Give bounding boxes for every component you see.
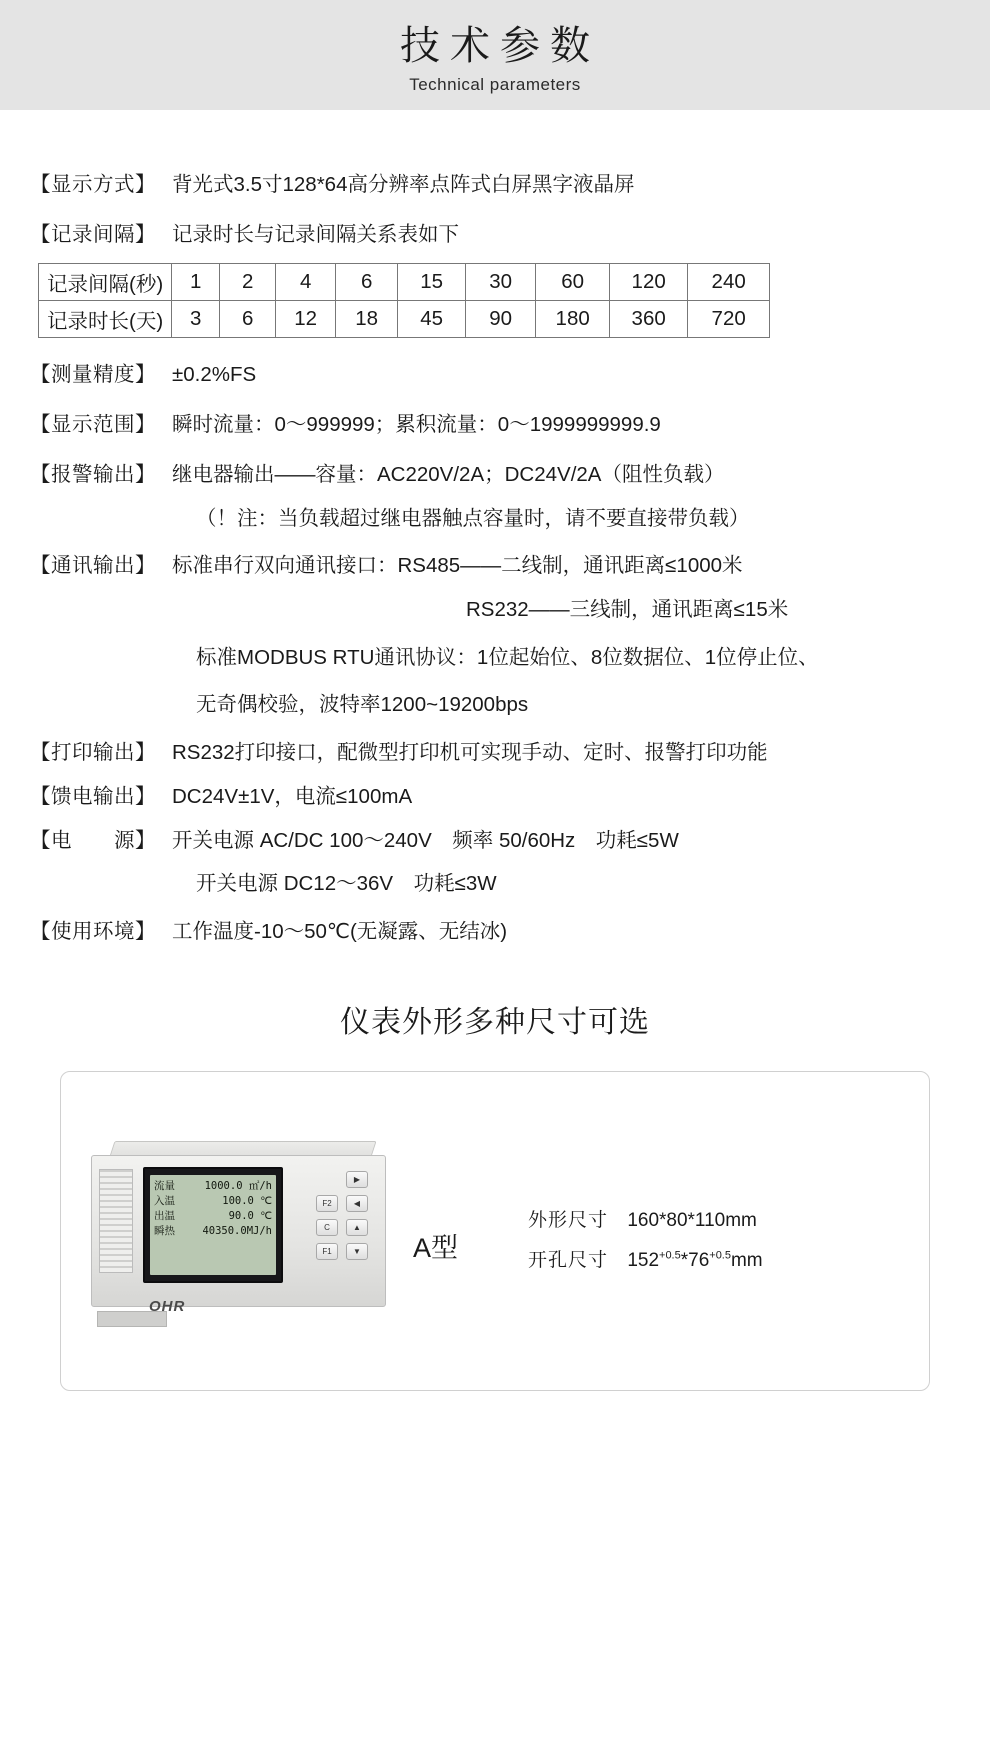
product-type-label: A型 (413, 1233, 459, 1264)
keypad-row (296, 1243, 368, 1260)
dimension-tolerance-2: +0.5 (709, 1249, 731, 1262)
brand-logo: OHR (149, 1297, 186, 1315)
spec-row-accuracy (30, 360, 960, 390)
spec-value: RS232打印接口，配微型打印机可实现手动、定时、报警打印功能 (172, 741, 768, 765)
cell-interval-4: 6 (336, 264, 398, 301)
device-vent-grille (99, 1169, 133, 1273)
spec-label: 【打印输出】 (30, 741, 156, 765)
page-header (0, 0, 990, 110)
lcd-line (154, 1194, 272, 1209)
key-right-icon[interactable]: ▶ (346, 1171, 368, 1188)
spec-value: 背光式3.5寸128*64高分辨率点阵式白屏黑字液晶屏 (172, 173, 635, 196)
keypad-row (296, 1219, 368, 1236)
cell-duration-1: 3 (172, 301, 220, 338)
cell-interval-1: 1 (172, 264, 220, 301)
lcd-line (154, 1179, 272, 1194)
cell-duration-2: 6 (220, 301, 276, 338)
spec-row-environment (30, 917, 960, 947)
key-f1-button[interactable]: F2 (316, 1195, 338, 1212)
page-title: 技术参数 (400, 24, 600, 68)
spec-label: 【显示方式】 (30, 173, 156, 196)
lcd-value: 1000.0 ㎡/h (204, 1179, 272, 1192)
spec-label: 【馈电输出】 (30, 784, 156, 808)
key-c-button[interactable]: F1 (316, 1243, 338, 1260)
row-header-duration: 记录时长(天) (39, 301, 172, 338)
keypad-row (296, 1171, 368, 1188)
spec-label: 【通讯输出】 (30, 554, 156, 578)
page-subtitle: Technical parameters (409, 75, 581, 94)
lcd-display (150, 1175, 276, 1275)
cell-duration-4: 18 (336, 301, 398, 338)
spec-value: 记录时长与记录间隔关系表如下 (172, 222, 459, 246)
comm-line-rs232: RS232——三线制，通讯距离≤15米 (466, 598, 789, 622)
cell-duration-9: 720 (688, 301, 770, 338)
alarm-note: （！注：当负载超过继电器触点容量时，请不要直接带负载） (196, 506, 750, 530)
cell-duration-7: 180 (536, 301, 610, 338)
spec-label: 【报警输出】 (30, 462, 156, 486)
key-left-icon[interactable]: ◀ (346, 1195, 368, 1212)
comm-line-baud: 无奇偶校验，波特率1200~19200bps (196, 693, 529, 717)
spec-row-communication-output (30, 551, 960, 581)
device-screen (143, 1167, 283, 1283)
power-line-dc: 开关电源 DC12～36V 功耗≤3W (196, 872, 497, 896)
cell-interval-9: 240 (688, 264, 770, 301)
spec-row-display-range (30, 410, 960, 440)
cell-interval-5: 15 (398, 264, 466, 301)
spec-row-print-output (30, 738, 960, 768)
lcd-key: 瞬热 (154, 1224, 175, 1237)
spec-label: 【电 源】 (30, 828, 156, 852)
spec-value: ±0.2%FS (172, 363, 257, 387)
dimension-list (528, 1181, 763, 1281)
spec-value: 开关电源 AC/DC 100～240V 频率 50/60Hz 功耗≤5W (172, 828, 679, 852)
section-title: 仪表外形多种尺寸可选 (340, 1005, 650, 1039)
dimension-cutout (528, 1241, 763, 1281)
lcd-line (154, 1209, 272, 1224)
spec-row-record-interval (30, 220, 960, 250)
key-up-icon[interactable]: ▲ (346, 1219, 368, 1236)
dimension-value-mid: *76 (680, 1249, 710, 1271)
keypad-row (296, 1195, 368, 1212)
cell-interval-8: 120 (610, 264, 688, 301)
dimension-value: 160*80*110mm (627, 1209, 757, 1231)
lcd-key: 出温 (154, 1209, 175, 1222)
table-row (39, 301, 770, 338)
comm-line-modbus: 标准MODBUS RTU通讯协议：1位起始位、8位数据位、1位停止位、 (196, 645, 819, 669)
spec-value: 标准串行双向通讯接口：RS485——二线制，通讯距离≤1000米 (172, 554, 743, 578)
specifications-list (0, 110, 990, 947)
spec-label: 【显示范围】 (30, 413, 156, 437)
lcd-value: 100.0 ℃ (222, 1194, 272, 1207)
spec-value: 瞬时流量：0～999999；累积流量：0～1999999999.9 (172, 413, 661, 437)
dimension-unit: mm (730, 1249, 763, 1271)
lcd-value: 90.0 ℃ (228, 1209, 272, 1222)
cell-interval-6: 30 (466, 264, 536, 301)
interval-duration-table (38, 263, 770, 338)
spec-row-display-mode (30, 170, 960, 200)
spec-value: 工作温度-10～50℃(无凝露、无结冰) (172, 920, 508, 944)
spec-label: 【记录间隔】 (30, 222, 156, 246)
dimension-value-main: 152 (627, 1249, 660, 1271)
row-header-interval: 记录间隔(秒) (39, 264, 172, 301)
spec-row-power-supply (30, 826, 960, 856)
spec-label: 【测量精度】 (30, 363, 156, 387)
cell-duration-6: 90 (466, 301, 536, 338)
dimension-tolerance-1: +0.5 (659, 1249, 681, 1262)
dimension-label: 外形尺寸 (528, 1209, 609, 1231)
cell-interval-3: 4 (276, 264, 336, 301)
product-panel (60, 1071, 930, 1391)
device-keypad (296, 1171, 368, 1275)
dimension-outer (528, 1201, 763, 1241)
cell-duration-5: 45 (398, 301, 466, 338)
spec-row-feed-output (30, 782, 960, 812)
cell-duration-8: 360 (610, 301, 688, 338)
lcd-line (154, 1224, 272, 1239)
table-row (39, 264, 770, 301)
key-f2-button[interactable]: C (316, 1219, 338, 1236)
spec-value: DC24V±1V，电流≤100mA (172, 784, 413, 808)
cell-duration-3: 12 (276, 301, 336, 338)
cell-interval-2: 2 (220, 264, 276, 301)
spec-row-alarm-output (30, 460, 960, 490)
spec-label: 【使用环境】 (30, 920, 156, 944)
lcd-key: 入温 (154, 1194, 175, 1207)
dimension-label: 开孔尺寸 (528, 1249, 609, 1271)
device-illustration (91, 1141, 391, 1321)
interval-table-wrapper (38, 263, 960, 338)
key-down-icon[interactable]: ▼ (346, 1243, 368, 1260)
spec-value: 继电器输出——容量：AC220V/2A；DC24V/2A（阻性负载） (172, 462, 725, 486)
cell-interval-7: 60 (536, 264, 610, 301)
lcd-value: 40350.0MJ/h (202, 1224, 272, 1237)
lcd-key: 流量 (154, 1179, 175, 1192)
